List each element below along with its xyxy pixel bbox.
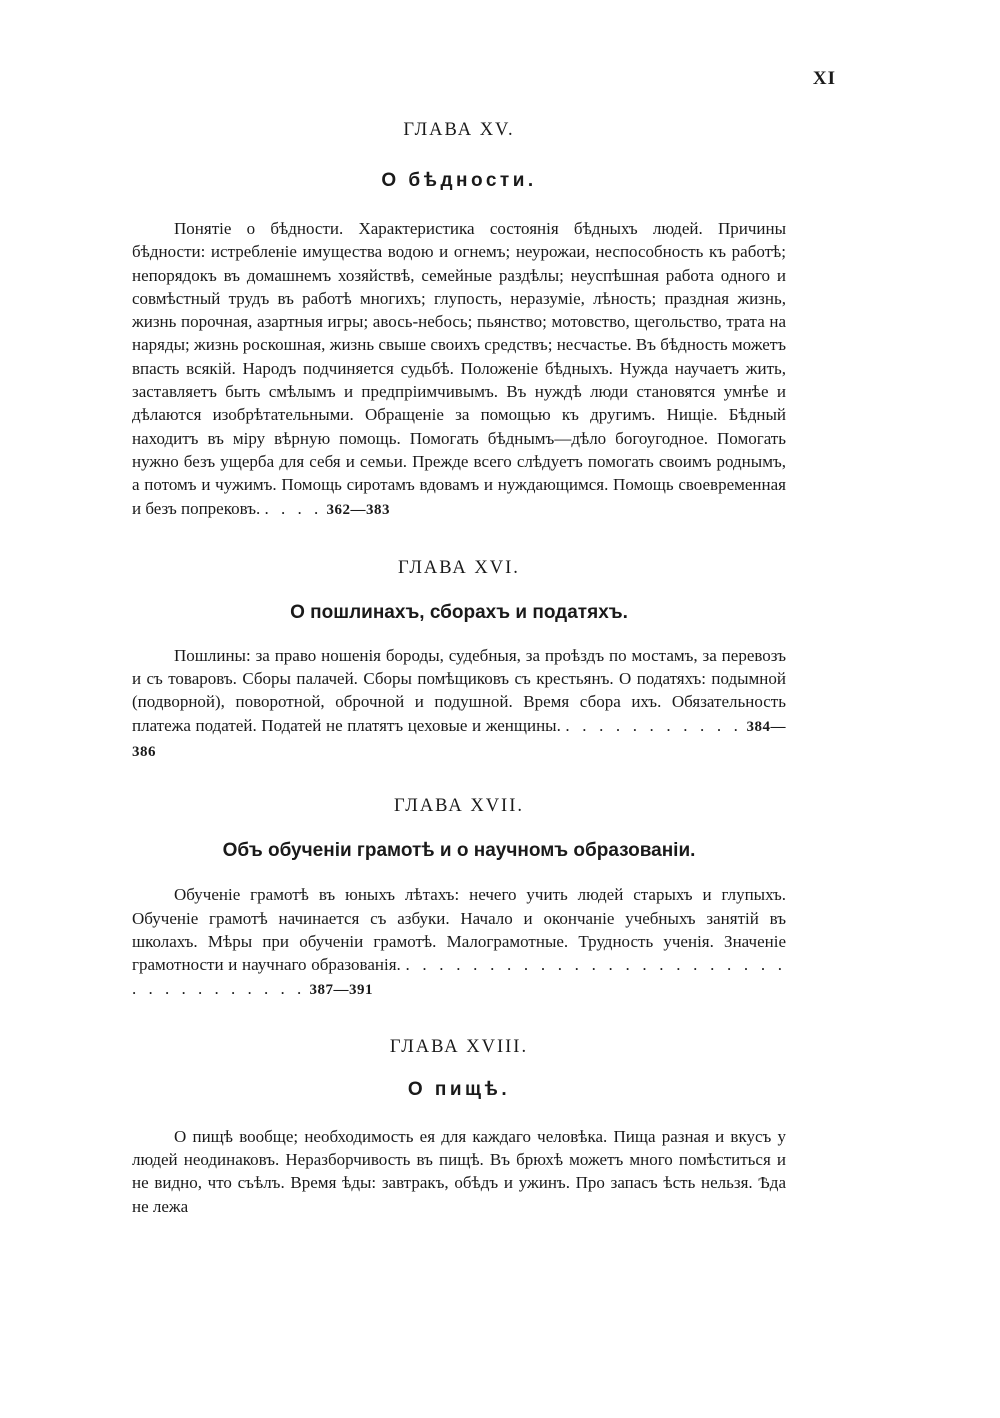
leader-dots: . . . . [264, 498, 323, 518]
chapter-title: О пошлинахъ, сборахъ и податяхъ. [290, 601, 628, 623]
chapter-summary [132, 883, 786, 1001]
chapter-label: ГЛАВА XVII. [393, 796, 525, 817]
chapter-title: О пищѣ. [407, 1078, 511, 1100]
page-range: 362—383 [326, 501, 391, 518]
chapter-title: О бѣдности. [381, 170, 537, 191]
chapter-label: ГЛАВА XVI. [398, 557, 520, 578]
chapter-summary [132, 217, 786, 522]
chapter-section [132, 1035, 786, 1218]
chapter-label: ГЛАВА XVIII. [389, 1036, 529, 1057]
leader-dots: . . . . . . . . . . . [565, 715, 742, 735]
chapter-title: Объ обученіи грамотѣ и о научномъ образованіи. [222, 840, 696, 862]
page-range: 384—386 [132, 718, 787, 761]
summary-text: Обученіе грамотѣ въ юныхъ лѣтахъ: нечего учить людей старыхъ и глупыхъ. Обученіе грамотѣ начинается съ азбуки. Начало и окончаніе учебныхъ занятій въ школахъ. Мѣры при обученіи грамотѣ. Малограмотные. Трудность ученія. Значеніе грамотности и научнаго образованія. [132, 885, 786, 975]
summary-text: Пошлины: за право ношенія бороды, судебныя, за проѣздъ по мостамъ, за перевозъ и съ товаровъ. Сборы палачей. Сборы помѣщиковъ съ крестьянъ. О податяхъ: подымной (подворной), поворотной, оброчной и подушной. Время сбора ихъ. Обязательность платежа податей. Податей не платятъ цеховые и женщины. [132, 645, 786, 735]
chapter-section [132, 118, 786, 522]
summary-text: Понятіе о бѣдности. Характеристика состоянія бѣдныхъ людей. Причины бѣдности: истребленіе имущества водою и огнемъ; неурожаи, неспособность къ работѣ; непорядокъ въ домашнемъ хозяйствѣ, семейные раздѣлы; неуспѣшная работа одного и совмѣстный трудъ въ работѣ многихъ; глупость, неразуміе, лѣность; праздная жизнь, жизнь порочная, азартныя игры; авось-небось; пьянство; мотовство, щегольство, трата на наряды; жизнь роскошная, жизнь свыше своихъ средствъ; несчастье. Въ бѣдность можетъ впасть всякій. Народъ подчиняется судьбѣ. Положеніе бѣдныхъ. Нужда научаетъ жить, заставляетъ быть смѣлымъ и предпріимчивымъ. Въ нуждѣ люди становятся умнѣе и дѣлаются изобрѣтательными. Обращеніе за помощью къ другимъ. Нищіе. Бѣдный находитъ въ міру вѣрную помощь. Помогать бѣднымъ—дѣло богоугодное. Помогать нужно безъ ущерба для себя и семьи. Прежде всего слѣдуетъ помогать своимъ роднымъ, а потомъ и чужимъ. Помощь сиротамъ вдовамъ и нуждающимся. Помощь своевременная и безъ попрековъ. [132, 219, 786, 518]
chapter-summary [132, 1125, 786, 1218]
page-range: 387—391 [309, 981, 373, 998]
page-number: XI [812, 68, 836, 89]
chapter-label: ГЛАВА XV. [403, 120, 515, 140]
table-of-contents [132, 118, 786, 1218]
chapter-section [132, 794, 786, 1001]
summary-text: О пищѣ вообще; необходимость ея для каждаго человѣка. Пища разная и вкусъ у людей неодинаковъ. Неразборчивость въ пищѣ. Въ брюхѣ можетъ много помѣститься и не видно, что съѣлъ. Время ѣды: завтракъ, обѣдъ и ужинъ. Про запасъ ѣсть нельзя. Ѣда не лежа [132, 1126, 786, 1216]
chapter-summary [132, 644, 786, 764]
chapter-section [132, 556, 786, 764]
leader-dots: . . . . . . . . . . . . . . . . . . . . . . . . . . . . . . . . . . [132, 955, 787, 998]
